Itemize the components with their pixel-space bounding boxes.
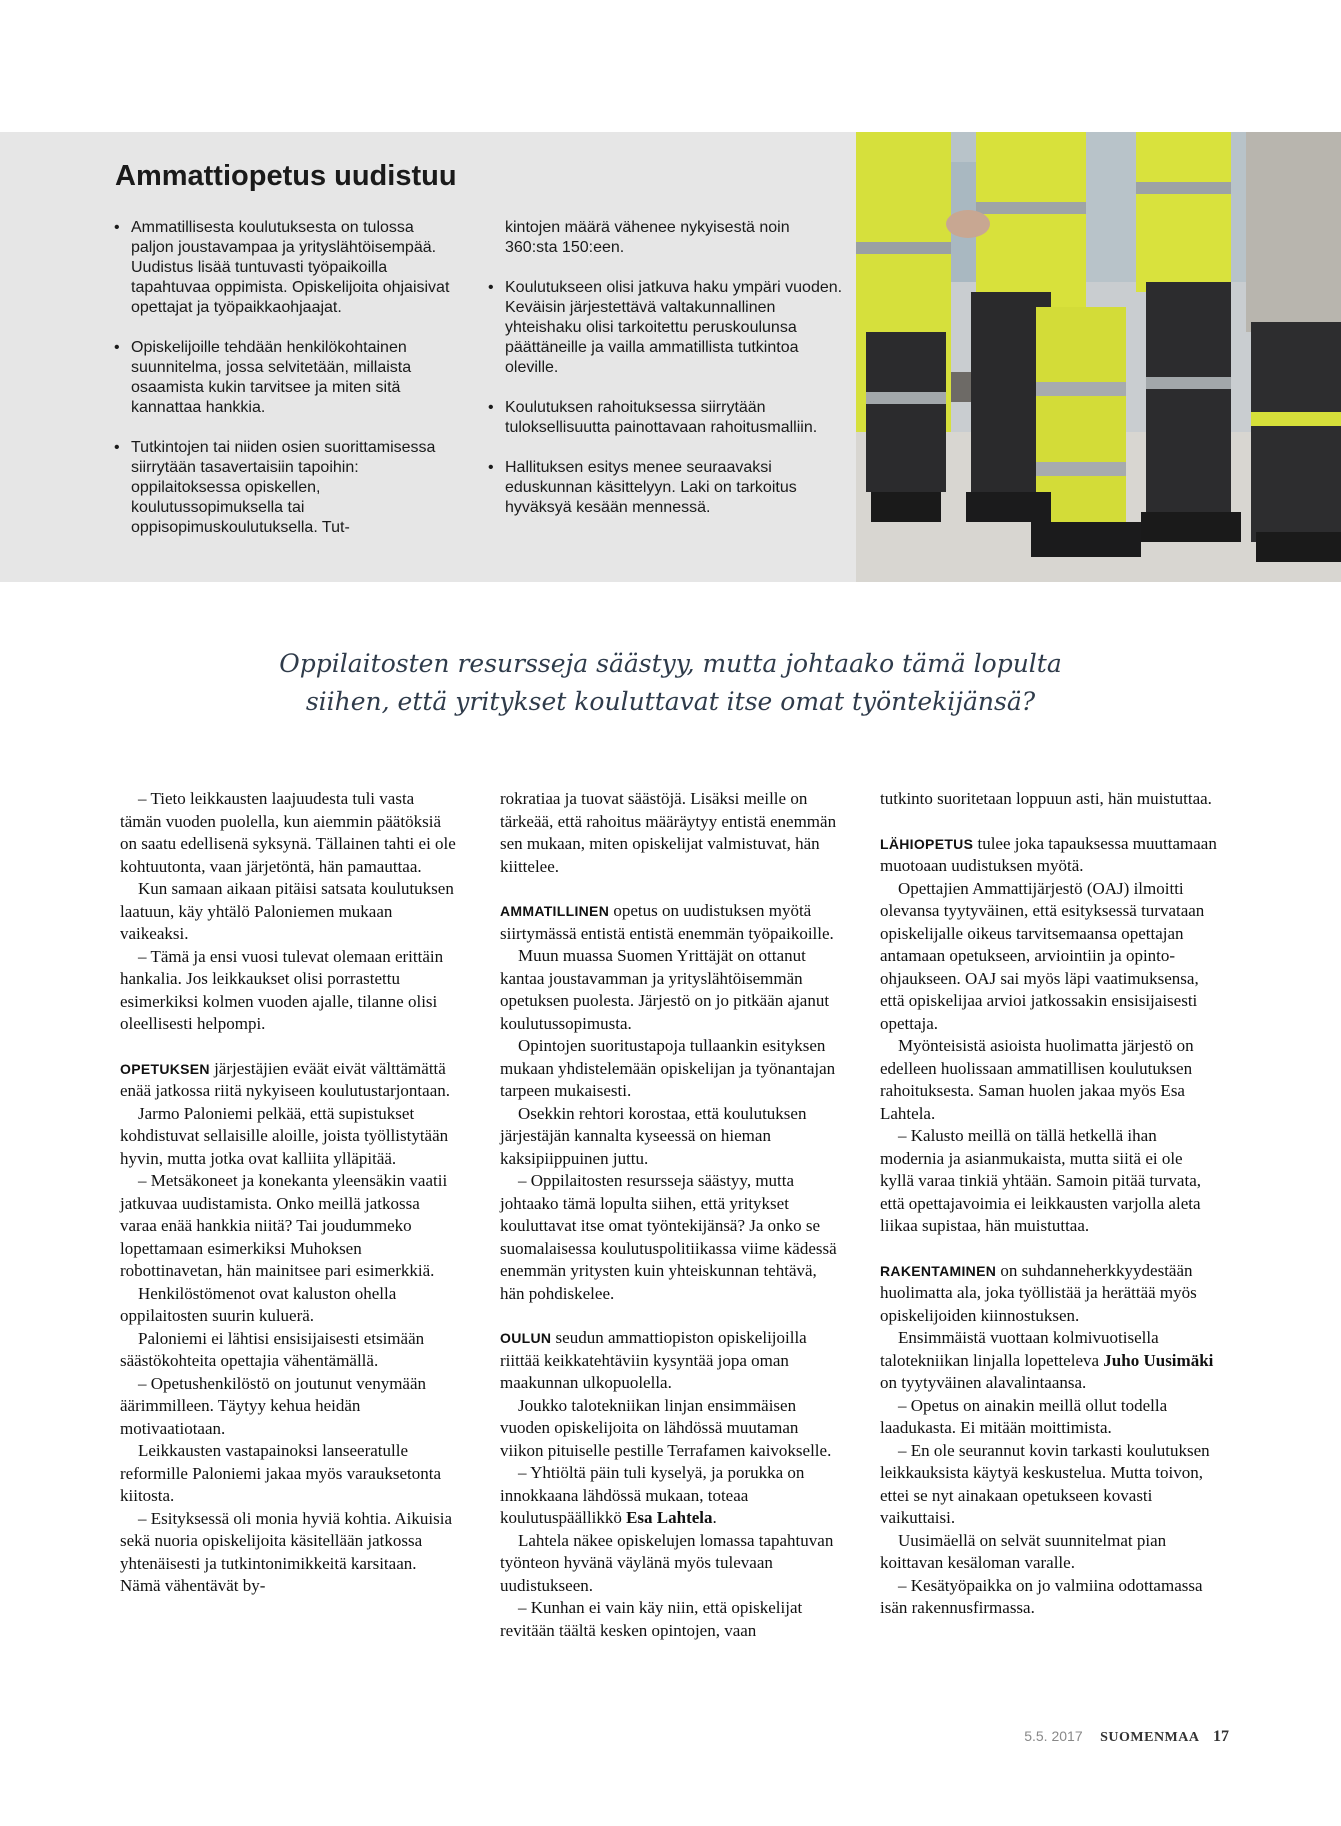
paragraph: tutkinto suoritetaan loppuun asti, hän muistuttaa. [880,789,1212,808]
paragraph: – Kalusto meillä on tällä hetkellä ihan modernia ja asianmukaista, mutta siitä ei ole kyllä varaa tinkiä yhtään. Samoin pitää turvata, että opettajavoimia ei leikkausten varjolla aleta liikaa supistaa, hän muistuttaa. [880,1126,1201,1235]
paragraph: Joukko talotekniikan linjan ensimmäisen vuoden opiskelijoita on lähdössä muutaman viikon pituiselle pestille Terrafamen kaivokselle. [500,1395,832,1460]
paragraph: Lahtela näkee opiskelujen lomassa tapahtuvan työnteon hyvänä väylänä myös tulevaan uudistukseen. [500,1530,834,1595]
fact-box-title: Ammattiopetus uudistuu [115,160,457,192]
paragraph: – Kunhan ei vain käy niin, että opiskelijat revitään täältä kesken opintojen, vaan [500,1598,803,1640]
paragraph: – Opetushenkilöstö on joutunut venymään äärimmilleen. Täytyy kehua heidän motivaatiotaan. [120,1373,427,1438]
fact-bullet-item: • Ammatillisesta koulutuksesta on tulossa paljon joustavampaa ja yrityslähtöisempää. Uudistus lisää tuntuvasti työpaikoilla tapahtuvaa oppimista. Opiskelijoita ohjaisivat opettajat ja työpaikkaohjaajat. [114,219,450,316]
paragraph: Jarmo Paloniemi pelkää, että supistukset kohdistuvat sellaisille aloille, joista työllistytään hyvin, mutta jotka ovat kalliita ylläpitää. [120,1103,449,1168]
fact-bullet-item: • Opiskelijoille tehdään henkilökohtainen suunnitelma, jossa selvitetään, millaista osaamista kukin tarvitsee ja miten sitä kannattaa hankkia. [114,339,412,416]
fact-bullet-item: • Koulutukseen olisi jatkuva haku ympäri vuoden. Keväisin järjestettävä valtakunnallinen yhteishaku olisi tarkoitettu peruskoulunsa päättäneille ja vailla ammatillista tutkintoa oleville. [488,279,843,376]
paragraph: Opettajien Ammattijärjestö (OAJ) ilmoitti olevansa tyytyväinen, että esityksessä turvataan opiskelijalle oikeus tarvitsemaansa opettajan antamaan opetukseen, arviointiin ja opinto-ohjaukseen. OAJ sai myös läpi vaatimuksensa, että opiskelijaa arvioi jatkossakin ensisijaisesti opettaja. [880,878,1205,1033]
person-name: Juho Uusimäki [1103,1350,1214,1370]
paragraph: RAKENTAMINEN on suhdanneherkkyydestään huolimatta ala, joka työllistää ja herättää myös opiskelijoiden kiinnostuksen. [880,1260,1197,1325]
section-lead-word: RAKENTAMINEN [880,1262,997,1279]
paragraph: Ensimmäistä vuottaan kolmivuotisella talotekniikan linjalla lopetteleva Juho Uusimäki on tyytyväinen alavalintaansa. [880,1328,1214,1392]
paragraph: Kun samaan aikaan pitäisi satsata koulutuksen laatuun, käy yhtälö Paloniemen mukaan vaikeaksi. [120,879,454,943]
paragraph: – Opetus on ainakin meillä ollut todella laadukasta. Ei mitään moittimista. [880,1395,1168,1437]
paragraph: – Esityksessä oli monia hyviä kohtia. Aikuisia sekä nuoria opiskelijoita käsitellään jatkossa yhtenäisesti ja tutkintonimikkeitä karsitaan. Nämä vähentävät by- [120,1508,453,1595]
paragraph: Uusimäellä on selvät suunnitelmat pian koittavan kesäloman varalle. [880,1530,1167,1572]
paragraph: Opintojen suoritustapoja tullaankin esityksen mukaan yhdistelemään opiskelijan ja työnantajan tarpeen mukaisesti. [500,1036,836,1100]
page-number: 17 [1213,1728,1229,1745]
bullet-icon: • [114,219,120,236]
paragraph: – Kesätyöpaikka on jo valmiina odottamassa isän rakennusfirmassa. [880,1575,1203,1617]
pull-quote-line-2: siihen, että yritykset kouluttavat itse omat työntekijänsä? [305,687,1036,716]
pull-quote [200,645,1141,721]
workers-photo-illustration [856,132,1341,582]
magazine-name: SUOMENMAA [1100,1730,1200,1745]
bullet-icon: • [488,459,494,476]
paragraph: Paloniemi ei lähtisi ensisijaisesti etsimään säästökohteita opettajia vähentämällä. [120,1328,425,1370]
paragraph: Muun muassa Suomen Yrittäjät on ottanut kantaa joustavamman ja yrityslähtöisemmän opetuksen puolesta. Järjestö on jo pitkään ajanut koulutussopimusta. [500,946,830,1033]
issue-date: 5.5. 2017 [1024,1728,1083,1744]
fact-bullet-item: • Koulutuksen rahoituksessa siirrytään tuloksellisuutta painottavaan rahoitusmalliin. [488,399,818,436]
paragraph: – En ole seurannut kovin tarkasti koulutuksen leikkauksista käytyä keskustelua. Mutta toivon, ettei se nyt ainakaan opetukseen kovasti vaikuttaisi. [880,1440,1210,1527]
paragraph: – Tieto leikkausten laajuudesta tuli vasta tämän vuoden puolella, kun aiemmin päätöksiä on saatu edellisenä syksynä. Tällainen tahti ei ole kohtuutonta, vaan järjetöntä, hän pamauttaa. [120,789,456,876]
bullet-icon: • [488,399,494,416]
fact-bullet-item: • Hallituksen esitys menee seuraavaksi eduskunnan käsittelyyn. Laki on tarkoitus hyväksyä kesään mennessä. [488,459,797,516]
person-name: Esa Lahtela [626,1508,713,1527]
bullet-icon: • [114,439,120,456]
paragraph: Leikkausten vastapainoksi lanseeratulle reformille Paloniemi jakaa myös varauksetonta kiitosta. [120,1441,442,1505]
fact-bullet-continuation: kintojen määrä vähenee nykyisestä noin 360:sta 150:een. [505,219,790,256]
paragraph: OPETUKSEN järjestäjien eväät eivät välttämättä enää jatkossa riitä nykyiseen koulutustarjontaan. [120,1058,450,1100]
paragraph: OULUN seudun ammattiopiston opiskelijoilla riittää keikkatehtäviin kysyntää jopa oman maakunnan ulkopuolella. [500,1328,807,1392]
paragraph: Henkilöstömenot ovat kaluston ohella oppilaitosten suurin kuluerä. [120,1283,397,1325]
page-footer [1024,1728,1229,1746]
paragraph: – Tämä ja ensi vuosi tulevat olemaan erittäin hankalia. Jos leikkaukset olisi porrastettu esimerkiksi kolmen vuoden ajalle, tilanne olisi oleellisesti helpompi. [120,946,444,1033]
paragraph: rokratiaa ja tuovat säästöjä. Lisäksi meille on tärkeää, että rahoitus määräytyy entistä enemmän sen mukaan, miten opiskelijat valmistuvat, hän kiittelee. [500,789,837,876]
body-column-1 [120,788,458,1598]
paragraph: – Metsäkoneet ja konekanta yleensäkin vaatii jatkuvaa uudistamista. Onko meillä jatkossa varaa enää hankkia niitä? Tai joudummeko lopettamaan esimerkiksi Muhoksen robottinavetan, hän mainitsee pari esimerkkiä. [120,1171,448,1280]
paragraph: – Oppilaitosten resursseja säästyy, mutta johtaako tämä lopulta siihen, että yritykset kouluttavat itse omat työntekijänsä? Ja onko se suomalaisessa koulutuspolitiikassa viime kädessä enemmän yritysten kuin yhteiskunnan tehtävä, hän pohdiskelee. [500,1171,837,1303]
fact-box-column-2 [488,218,846,538]
paragraph: AMMATILLINEN opetus on uudistuksen myötä siirtymässä entistä entistä enemmän työpaikoille. [500,901,834,943]
body-column-2 [500,788,838,1642]
paragraph: Myönteisistä asioista huolimatta järjestö on edelleen huolissaan ammatillisen koulutuksen rahoituksesta. Saman huolen jakaa myös Esa Lahtela. [880,1036,1194,1123]
section-lead-word: OULUN [500,1330,552,1346]
paragraph: Osekkin rehtori korostaa, että koulutuksen järjestäjän kannalta kyseessä on hieman kaksipiippuinen juttu. [500,1103,807,1168]
section-lead-word: AMMATILLINEN [500,903,610,919]
bullet-icon: • [488,279,494,296]
bullet-icon: • [114,339,120,356]
section-lead-word: LÄHIOPETUS [880,835,974,852]
paragraph: LÄHIOPETUS tulee joka tapauksessa muuttamaan muotoaan uudistuksen myötä. [880,833,1217,875]
fact-box-column-1 [114,218,454,558]
body-column-3 [880,788,1218,1620]
pull-quote-line-1: Oppilaitosten resursseja säästyy, mutta johtaako tämä lopulta [279,649,1062,678]
section-lead-word: OPETUKSEN [120,1060,210,1077]
workers-photo [856,132,1341,582]
paragraph: – Yhtiöltä päin tuli kyselyä, ja porukka on innokkaana lähdössä mukaan, toteaa koulutuspäällikkö Esa Lahtela. [500,1463,805,1527]
fact-bullet-item: • Tutkintojen tai niiden osien suorittamisessa siirrytään tasavertaisiin tapoihin: oppilaitoksessa opiskellen, koulutussopimuksella tai oppisopimuskoulutuksella. Tut- [114,439,436,536]
